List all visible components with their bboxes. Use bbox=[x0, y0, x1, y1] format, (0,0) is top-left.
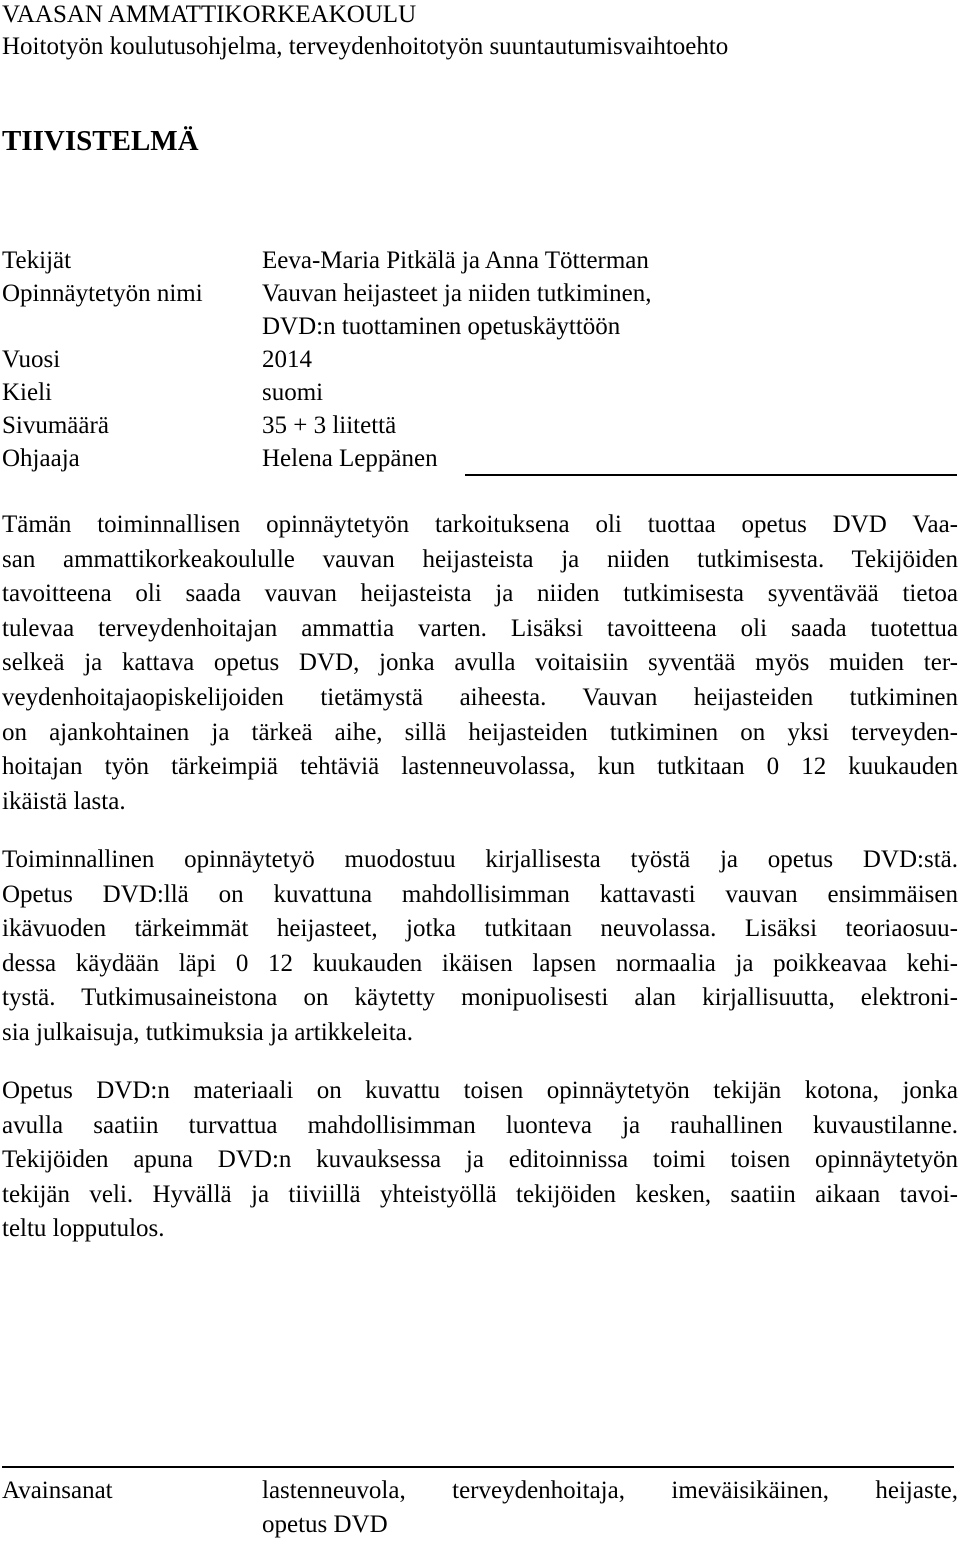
abstract-heading: TIIVISTELMÄ bbox=[2, 125, 199, 157]
text-line: tulevaa terveydenhoitajan ammattia varten. Lisäksi tavoitteena oli saada tuotettua bbox=[2, 614, 958, 642]
page-count-value: 35 + 3 liitettä bbox=[262, 412, 397, 439]
text-line: tystä. Tutkimusaineistona on käytetty monipuolisesti alan kirjallisuutta, elektroni- bbox=[2, 984, 958, 1012]
text-line: sia julkaisuja, tutkimuksia ja artikkeleita. bbox=[2, 1018, 414, 1046]
text-line: Opetus DVD:n materiaali on kuvattu toisen opinnäytetyön tekijän kotona, jonka bbox=[2, 1077, 958, 1104]
text-line: Toiminnallinen opinnäytetyö muodostuu kirjallisesta työstä ja opetus DVD:stä. bbox=[2, 846, 958, 873]
keywords-divider bbox=[2, 1466, 954, 1468]
text-line: ikäistä lasta. bbox=[2, 787, 126, 815]
text-line: hoitajan työn tärkeimpiä tehtäviä lastenneuvolassa, kun tutkitaan 0 12 kuukauden bbox=[2, 753, 958, 781]
year-value: 2014 bbox=[262, 346, 312, 373]
text-line: veydenhoitajaopiskelijoiden tietämystä aiheesta. Vauvan heijasteiden tutkiminen bbox=[2, 683, 958, 711]
keywords-line-2: opetus DVD bbox=[262, 1511, 388, 1538]
text-line: dessa käydään läpi 0 12 kuukauden ikäisen lapsen normaalia ja poikkeavaa kehi- bbox=[2, 949, 958, 977]
year-label: Vuosi bbox=[2, 346, 61, 373]
school-name: VAASAN AMMATTIKORKEAKOULU bbox=[2, 1, 417, 28]
text-line: tekijän veli. Hyvällä ja tiiviillä yhteistyöllä tekijöiden kesken, saatiin aikaan tavoi- bbox=[2, 1180, 958, 1208]
supervisor-underline bbox=[465, 474, 957, 476]
authors-label: Tekijät bbox=[2, 247, 72, 274]
text-line: on ajankohtainen ja tärkeä aihe, sillä heijasteiden tutkiminen on yksi terveyden- bbox=[2, 718, 958, 746]
text-line: san ammattikorkeakoululle vauvan heijasteista ja niiden tutkimisesta. Tekijöiden bbox=[2, 545, 958, 573]
keywords-label: Avainsanat bbox=[2, 1477, 113, 1504]
abstract-paragraph-3 bbox=[2, 1074, 958, 1247]
text-line: tavoitteena oli saada vauvan heijasteista ja niiden tutkimisesta syventävää tietoa bbox=[2, 580, 958, 608]
page-count-label: Sivumäärä bbox=[2, 412, 109, 439]
supervisor-label: Ohjaaja bbox=[2, 445, 80, 472]
keywords-line-1: lastenneuvola, terveydenhoitaja, imeväisikäinen, heijaste, bbox=[262, 1477, 958, 1504]
thesis-title-label: Opinnäytetyön nimi bbox=[2, 280, 203, 307]
language-value: suomi bbox=[262, 379, 324, 406]
text-line: ikävuoden tärkeimmät heijasteet, jotka tutkitaan neuvolassa. Lisäksi teoriaosuu- bbox=[2, 915, 958, 943]
authors-value: Eeva-Maria Pitkälä ja Anna Tötterman bbox=[262, 247, 649, 274]
degree-program: Hoitotyön koulutusohjelma, terveydenhoitotyön suuntautumisvaihtoehto bbox=[2, 33, 729, 60]
text-line: Tekijöiden apuna DVD:n kuvauksessa ja editoinnissa toimi toisen opinnäytetyön bbox=[2, 1146, 958, 1174]
thesis-title-value-line-1: Vauvan heijasteet ja niiden tutkiminen, bbox=[262, 280, 652, 307]
thesis-title-value-line-2: DVD:n tuottaminen opetuskäyttöön bbox=[262, 313, 621, 340]
abstract-paragraph-2 bbox=[2, 843, 958, 1051]
language-label: Kieli bbox=[2, 379, 52, 406]
abstract-paragraph-1 bbox=[2, 508, 958, 819]
text-line: Opetus DVD:llä on kuvattuna mahdollisimman kattavasti vauvan ensimmäisen bbox=[2, 880, 958, 908]
supervisor-value: Helena Leppänen bbox=[262, 445, 438, 472]
text-line: avulla saatiin turvattua mahdollisimman luonteva ja rauhallinen kuvaustilanne. bbox=[2, 1111, 958, 1139]
text-line: teltu lopputulos. bbox=[2, 1215, 165, 1243]
text-line: Tämän toiminnallisen opinnäytetyön tarkoituksena oli tuottaa opetus DVD Vaa- bbox=[2, 511, 958, 538]
keywords-value bbox=[262, 1474, 958, 1542]
text-line: selkeä ja kattava opetus DVD, jonka avulla voitaisiin syventää myös muiden ter- bbox=[2, 649, 958, 677]
